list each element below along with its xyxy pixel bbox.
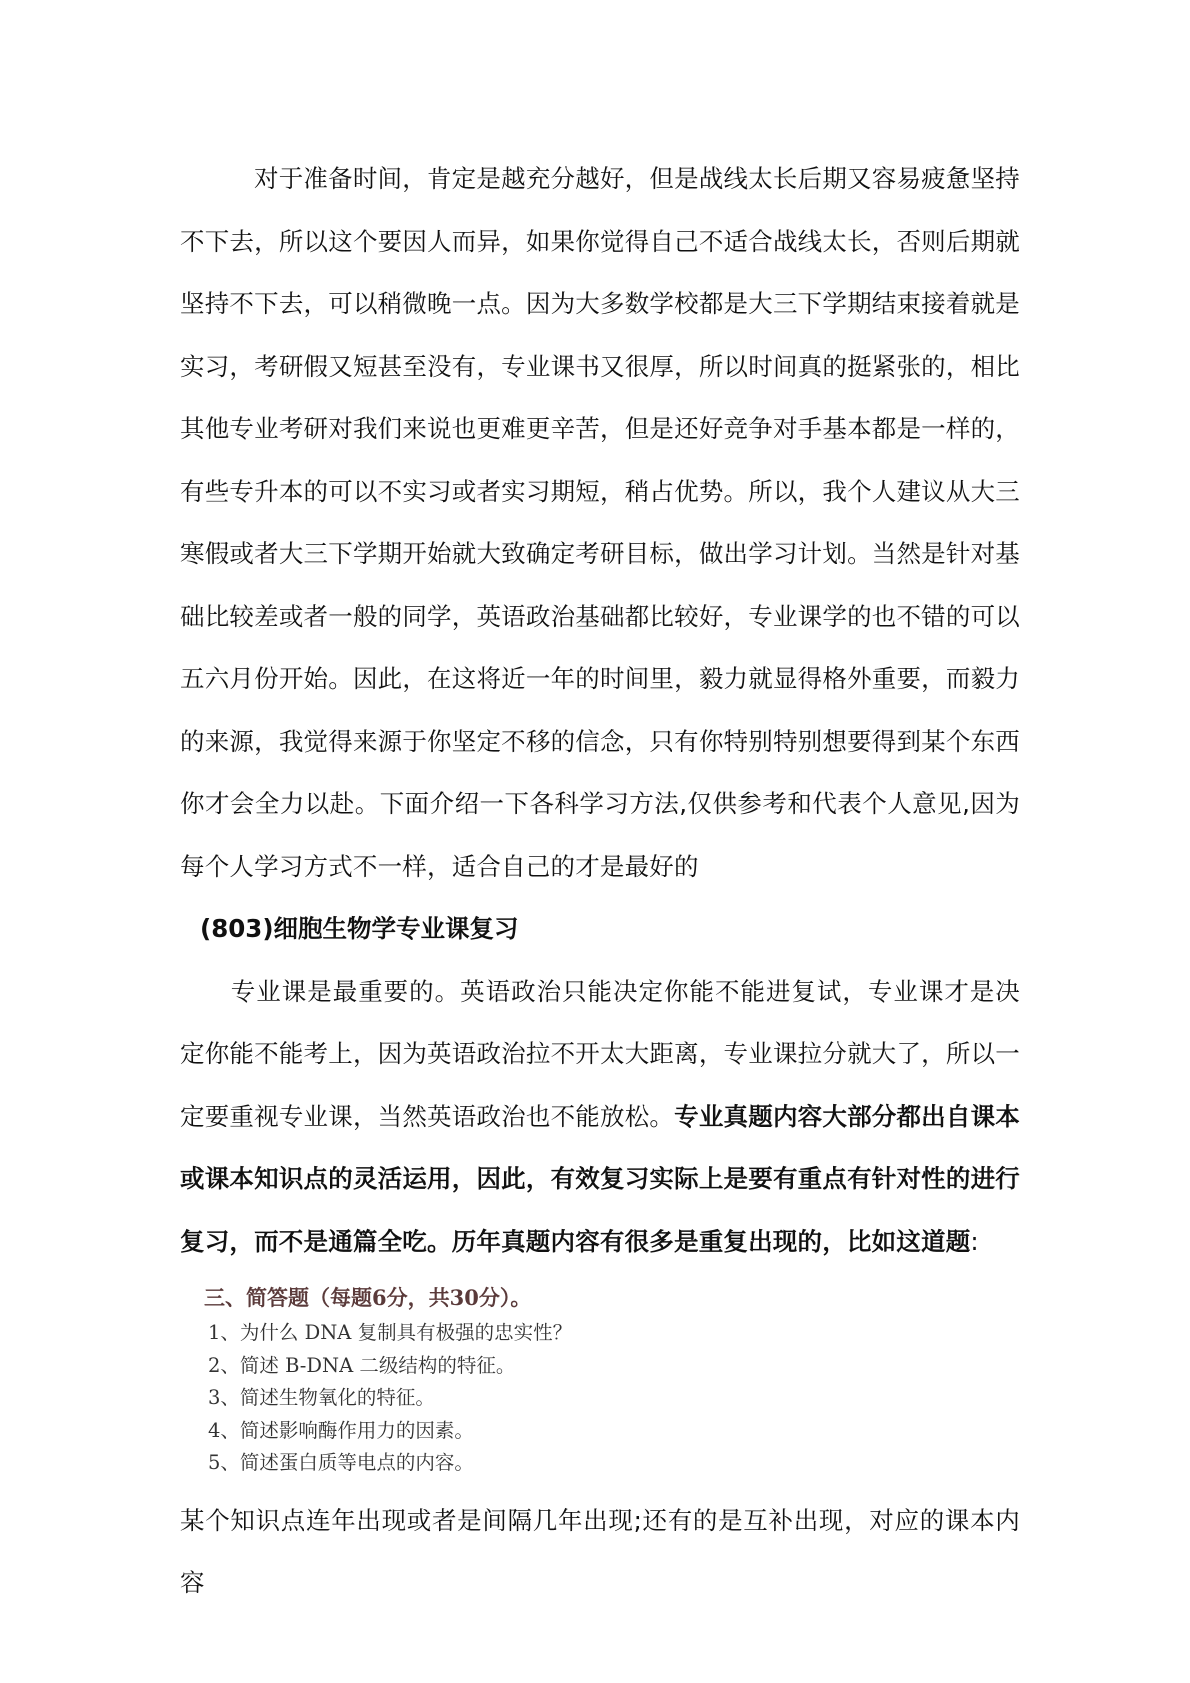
exam-section-title: 三、简答题（每题6分，共30分）。: [204, 1285, 532, 1310]
exam-question-item: 2、简述 B-DNA 二级结构的特征。: [208, 1353, 516, 1377]
specialty-paragraph-tail: :: [970, 1226, 979, 1256]
specialty-paragraph: [180, 961, 1020, 1274]
exam-question-figure: [204, 1281, 804, 1480]
intro-paragraph-text: 对于准备时间，肯定是越充分越好，但是战线太长后期又容易疲惫坚持不下去，所以这个要因人而异，如果你觉得自己不适合战线太长，否则后期就坚持不下去，可以稍微晚一点。因为大多数学校都是大三下学期结束接着就是实习，考研假又短甚至没有，专业课书又很厚，所以时间真的挺紧张的，相比其他专业考研对我们来说也更难更辛苦，但是还好竞争对手基本都是一样的，有些专升本的可以不实习或者实习期短，稍占优势。所以，我个人建议从大三寒假或者大三下学期开始就大致确定考研目标，做出学习计划。当然是针对基础比较差或者一般的同学，英语政治基础都比较好，专业课学的也不错的可以五六月份开始。因此，在这将近一年的时间里，毅力就显得格外重要，而毅力的来源，我觉得来源于你坚定不移的信念，只有你特别特别想要得到某个东西你才会全力以赴。下面介绍一下各科学习方法,仅供参考和代表个人意见,因为每个人学习方式不一样，适合自己的才是最好的: [180, 164, 1020, 881]
exam-question-item: 5、简述蛋白质等电点的内容。: [208, 1451, 474, 1474]
intro-paragraph: [180, 148, 1020, 898]
document-page: [180, 148, 1020, 1615]
specialty-paragraph-normal: 专业课是最重要的。英语政治只能决定你能不能进复试，专业课才是决定你能不能考上，因为英语政治拉不开太大距离，专业课拉分就大了，所以一定要重视专业课，当然英语政治也不能放松。: [180, 976, 1020, 1131]
exam-question-item: 1、为什么 DNA 复制具有极强的忠实性？: [208, 1321, 573, 1344]
exam-question-item: 3、简述生物氧化的特征。: [208, 1386, 435, 1409]
specialty-paragraph-bold: 专业真题内容大部分都出自课本或课本知识点的灵活运用，因此，有效复习实际上是要有重点有针对性的进行复习，而不是通篇全吃。历年真题内容有很多是重复出现的，比如这道题: [180, 1101, 1020, 1256]
closing-paragraph: 某个知识点连年出现或者是间隔几年出现;还有的是互补出现，对应的课本内容: [180, 1505, 1020, 1597]
section-heading: (803)细胞生物学专业课复习: [200, 914, 519, 943]
exam-question-item: 4、简述影响酶作用力的因素。: [208, 1418, 474, 1442]
